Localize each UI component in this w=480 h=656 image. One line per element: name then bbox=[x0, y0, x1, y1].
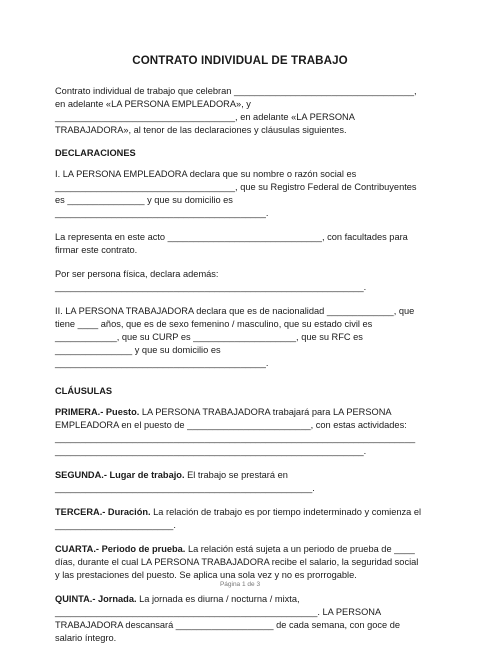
clause-third-text: La relación de trabajo es por tiempo indeterminado y comienza el _______________________. bbox=[55, 507, 422, 530]
declaration-physical-person: Por ser persona física, declara además: ____________________________________________________________. bbox=[55, 269, 367, 292]
clause-fifth-text: La jornada es diurna / nocturna / mixta, ___________________________________________________. LA PERSONA TRABAJADORA descansará ___________________ de cada semana, con goce de salario íntegro. bbox=[55, 594, 401, 643]
document-title: CONTRATO INDIVIDUAL DE TRABAJO bbox=[132, 54, 348, 67]
clause-first bbox=[55, 406, 425, 458]
clause-third-label: TERCERA.- Duración. bbox=[55, 507, 151, 517]
declaration-worker: II. LA PERSONA TRABAJADORA declara que es de nacionalidad _____________, que tiene ____ años, que es de sexo femenino / masculino, que su estado civil es ____________, que su CURP es ____________________, que su RFC es _______________ y que su domicilio es _________________________________________. bbox=[55, 306, 415, 368]
clause-fourth-label: CUARTA.- Periodo de prueba. bbox=[55, 544, 186, 554]
declaraciones-heading: DECLARACIONES bbox=[55, 148, 136, 158]
clause-third bbox=[55, 506, 425, 532]
intro-paragraph: Contrato individual de trabajo que celebran ___________________________________, en adelante «LA PERSONA EMPLEADORA», y ___________________________________, en adelante «LA PERSONA TRABAJADORA», al tenor de las declaraciones y cláusulas siguientes. bbox=[55, 86, 417, 135]
clause-fourth bbox=[55, 543, 425, 582]
clause-fifth bbox=[55, 593, 425, 645]
clause-second-text: El trabajo se prestará en __________________________________________________. bbox=[55, 470, 315, 493]
clause-fourth-text: La relación está sujeta a un periodo de prueba de ____ días, durante el cual LA PERSONA TRABAJADORA recibe el salario, la seguridad social y las prestaciones del puesto. Se aplica una sola vez y no es prorrogable. bbox=[55, 544, 419, 580]
declaration-employer: I. LA PERSONA EMPLEADORA declara que su nombre o razón social es ___________________________________, que su Registro Federal de Contribuyentes es _______________ y que su domicilio es _________________________________________. bbox=[55, 169, 417, 218]
page-number: Página 1 de 3 bbox=[219, 581, 261, 588]
clause-first-label: PRIMERA.- Puesto. bbox=[55, 407, 140, 417]
clause-second bbox=[55, 469, 425, 495]
clause-fifth-label: QUINTA.- Jornada. bbox=[55, 594, 137, 604]
clause-first-text: LA PERSONA TRABAJADORA trabajará para LA PERSONA EMPLEADORA en el puesto de ________________________, con estas actividades: ______________________________________________________________________ ____________________________________________________________. bbox=[55, 407, 416, 456]
declaration-representative: La representa en este acto ______________________________, con facultades para firmar este contrato. bbox=[55, 232, 408, 255]
document-page bbox=[55, 50, 425, 656]
clausulas-heading: CLÁUSULAS bbox=[55, 386, 113, 396]
clause-second-label: SEGUNDA.- Lugar de trabajo. bbox=[55, 470, 185, 480]
